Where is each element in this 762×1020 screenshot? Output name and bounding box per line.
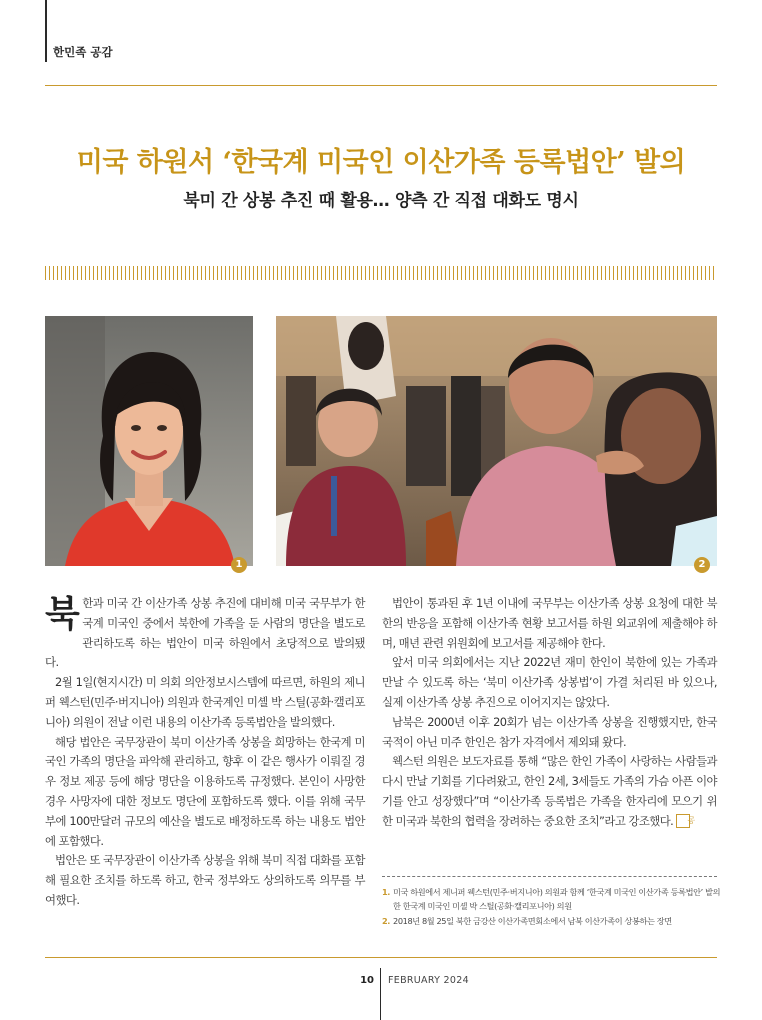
paragraph: 남북은 2000년 이후 20회가 넘는 이산가족 상봉을 진행했지만, 한국 국적이 아닌 미주 한인은 참가 자격에서 제외돼 왔다.: [382, 714, 717, 749]
photo-1-badge: 1: [231, 557, 247, 573]
paragraph: 법안은 또 국무장관이 이산가족 상봉을 위해 북미 직접 대화를 포함해 필요한 조치를 하도록 하고, 한국 정부와도 상의하도록 의무를 부여했다.: [45, 853, 365, 907]
caption-number: 1.: [382, 887, 391, 897]
footer-divider-line: [380, 968, 381, 1020]
photo-portrait: [45, 316, 253, 566]
section-label: 한민족 공감: [53, 45, 113, 59]
caption-1: [382, 886, 722, 913]
paragraph-text: 한과 미국 간 이산가족 상봉 추진에 대비해 미국 국무부가 한국계 미국인 중에서 북한에 가족을 둔 사람의 명단을 별도로 관리하도록 하는 법안이 미국 하원에서 초당적으로 발의됐다.: [45, 596, 365, 670]
end-mark-icon: 공: [676, 814, 690, 828]
decorative-hatch-band: [45, 266, 717, 280]
paragraph: 2월 1일(현지시간) 미 의회 의안정보시스템에 따르면, 하원의 제니퍼 웩스턴(민주·버지니아) 의원과 한국계인 미셸 박 스틸(공화·캘리포니아) 의원이 전날 이런 내용의 이산가족 등록법안을 발의했다.: [45, 675, 365, 729]
paragraph: [382, 752, 717, 831]
top-divider-line: [45, 0, 47, 62]
caption-2: [382, 915, 722, 929]
article-column-2: [382, 594, 717, 832]
caption-text: 미국 하원에서 제니퍼 웩스턴(민주·버지니아) 의원과 함께 ‘한국계 미국인 이산가족 등록법안’ 발의한 한국계 미국인 미셸 박 스틸(공화·캘리포니아) 의원: [393, 887, 721, 911]
dropcap: 북: [45, 594, 80, 635]
caption-text: 2018년 8월 25일 북한 금강산 이산가족면회소에서 남북 이산가족이 상봉하는 장면: [393, 916, 672, 926]
photo-reunion: [276, 316, 717, 566]
headline: 미국 하원서 ‘한국계 미국인 이산가족 등록법안’ 발의: [76, 147, 686, 178]
caption-divider: [382, 876, 717, 877]
page-number: 10: [360, 975, 374, 986]
paragraph: [45, 594, 365, 673]
paragraph-text: 웩스턴 의원은 보도자료를 통해 “많은 한인 가족이 사랑하는 사람들과 다시 만날 기회를 기다려왔고, 한인 2세, 3세들도 가족의 가슴 아픈 이야기를 안고 성장했다”며 “이산가족 등록법은 가족을 한자리에 모으기 위한 미국과 북한의 협력을 장려하는 중요한 조치”라고 강조했다.: [382, 754, 717, 828]
paragraph: 법안이 통과된 후 1년 이내에 국무부는 이산가족 상봉 요청에 대한 북한의 반응을 포함해 이산가족 현황 보고서를 하원 외교위에 제출해야 하며, 매년 관련 위원회에 보고서를 제공해야 한다.: [382, 596, 717, 650]
paragraph: 해당 법안은 국무장관이 북미 이산가족 상봉을 희망하는 한국계 미국인 가족의 명단을 파악해 관리하고, 향후 이 같은 행사가 이뤄질 경우 정보 제공 등에 해당 명단을 이용하도록 규정했다. 본인이 사망한 경우 사망자에 대한 정보도 명단에 포함하도록 했다. 이를 위해 국무부에 100만달러 규모의 예산을 별도로 배정하도록 하는 내용도 법안에 포함했다.: [45, 734, 365, 848]
header-rule: [45, 85, 717, 86]
subheadline: 북미 간 상봉 추진 때 활용… 양측 간 직접 대화도 명시: [183, 191, 579, 211]
photo-2-badge: 2: [694, 557, 710, 573]
footer-rule: [45, 957, 717, 958]
article-column-1: [45, 594, 365, 911]
portrait-illustration: [45, 316, 253, 566]
paragraph: 앞서 미국 의회에서는 지난 2022년 재미 한인이 북한에 있는 가족과 만날 수 있도록 하는 ‘북미 이산가족 상봉법’이 가결 처리된 바 있으나, 실제 이산가족 상봉 추진으로 이어지지는 않았다.: [382, 655, 717, 709]
reunion-illustration: [276, 316, 717, 566]
photo-captions: [382, 886, 722, 931]
issue-label: FEBRUARY 2024: [388, 975, 469, 986]
caption-number: 2.: [382, 916, 391, 926]
